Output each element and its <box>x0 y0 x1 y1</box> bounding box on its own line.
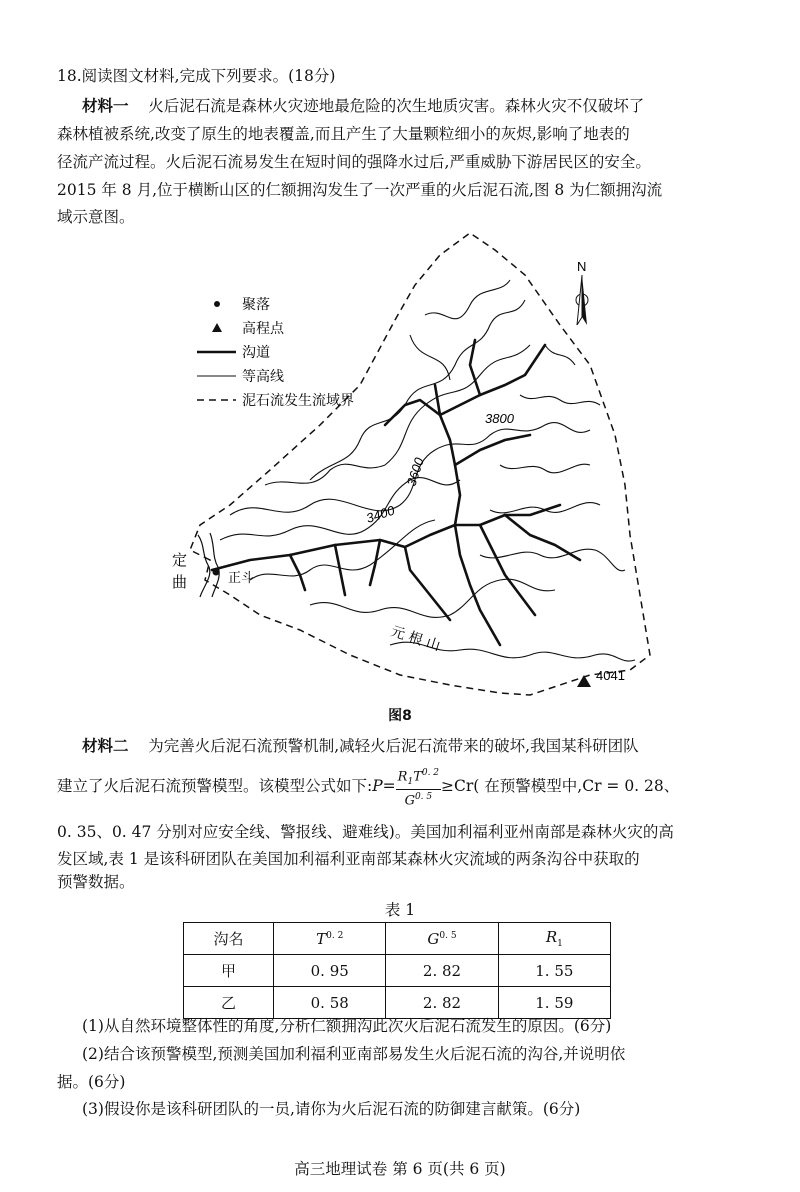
elevation-point-icon <box>577 675 591 687</box>
material-1-line-5: 域示意图。 <box>57 208 135 226</box>
map-legend <box>197 297 354 409</box>
page-footer: 高三地理试卷 第 6 页(共 6 页) <box>294 1160 506 1178</box>
cell-t: 0. 95 <box>274 955 386 987</box>
formula-g-sup: 0. 5 <box>414 791 433 802</box>
material-2-text-1: 为完善火后泥石流预警机制,减轻火后泥石流带来的破坏,我国某科研团队 <box>148 737 639 755</box>
table-row <box>184 987 611 1019</box>
contour-label-3800: 3800 <box>485 411 514 426</box>
north-label: N <box>577 259 587 274</box>
formula-t: T <box>413 769 422 785</box>
header-t-sup: 0. 2 <box>326 930 344 941</box>
material-2-text-2b: ≥Cr( 在预警模型中,Cr = 0. 28、 <box>441 777 680 796</box>
warning-data-table <box>183 922 611 1019</box>
table-title: 表 1 <box>384 901 416 919</box>
figure-caption: 图8 <box>388 708 412 724</box>
header-r-symbol: R <box>545 928 558 946</box>
material-2-label: 材料二 <box>82 736 129 755</box>
renengyong-valley-map <box>160 225 660 700</box>
cell-name: 乙 <box>184 987 274 1019</box>
header-t-symbol: T <box>316 929 327 948</box>
elevation-label-4041: 4041 <box>596 668 625 683</box>
formula-p: P= <box>372 777 396 796</box>
river-label-ding: 定 <box>172 551 188 569</box>
cell-name: 甲 <box>184 955 274 987</box>
north-arrow-icon <box>576 259 588 325</box>
legend-settlement: 聚落 <box>242 297 270 313</box>
legend-settlement-icon <box>214 301 220 307</box>
legend-elevation: 高程点 <box>242 321 284 337</box>
formula-g: G <box>404 793 415 809</box>
warning-formula <box>396 766 441 808</box>
header-g-sup: 0. 5 <box>439 930 457 941</box>
formula-r: R <box>397 769 408 785</box>
contour-label-3400: 3400 <box>364 502 397 526</box>
cell-g: 2. 82 <box>386 987 498 1019</box>
legend-gully: 沟道 <box>242 345 270 361</box>
contour-lines <box>220 280 635 661</box>
material-2-line-4: 发区域,表 1 是该科研团队在美国加利福利亚南部某森林火灾流域的两条沟谷中获取的 <box>57 850 640 868</box>
header-name: 沟名 <box>184 923 274 955</box>
sub-question-3: (3)假设你是该科研团队的一员,请你为火后泥石流的防御建言献策。(6分) <box>82 1100 581 1118</box>
material-1-line-4: 2015 年 8 月,位于横断山区的仁额拥沟发生了一次严重的火后泥石流,图 8 为仁额拥沟流 <box>57 181 663 199</box>
dingqu-river <box>198 533 219 597</box>
header-r-sub: 1 <box>557 939 563 949</box>
mountain-label-yuangenshan: 元 根 山 <box>388 623 443 655</box>
legend-contour: 等高线 <box>242 369 284 385</box>
cell-r: 1. 59 <box>498 987 610 1019</box>
material-2-line-1 <box>82 736 800 756</box>
cell-g: 2. 82 <box>386 955 498 987</box>
material-2-line-2 <box>57 766 800 808</box>
sub-question-2-line-2: 据。(6分) <box>57 1073 126 1091</box>
cell-t: 0. 58 <box>274 987 386 1019</box>
header-r <box>498 923 610 955</box>
sub-question-2-line-1: (2)结合该预警模型,预测美国加利福利亚南部易发生火后泥石流的沟谷,并说明依 <box>82 1045 626 1063</box>
settlement-label-zhengdou: 正斗 <box>228 571 255 586</box>
river-label-qu: 曲 <box>172 573 188 591</box>
table-header-row <box>184 923 611 955</box>
material-2-line-3: 0. 35、0. 47 分别对应安全线、警报线、避难线)。美国加利福利亚州南部是森林火灾的高 <box>57 823 674 841</box>
header-g-symbol: G <box>427 929 440 948</box>
question-header: 18.阅读图文材料,完成下列要求。(18分) <box>57 67 336 85</box>
material-1-line-2: 森林植被系统,改变了原生的地表覆盖,而且产生了大量颗粒细小的灰烬,影响了地表的 <box>57 125 630 143</box>
settlement-dot-icon <box>213 569 220 576</box>
legend-boundary: 泥石流发生流域界 <box>242 393 354 409</box>
contour-label-3600: 3600 <box>403 455 427 488</box>
legend-elevation-icon <box>212 323 222 332</box>
header-g <box>386 923 498 955</box>
material-1-label: 材料一 <box>82 96 129 115</box>
material-1-line-1 <box>82 96 800 116</box>
table-row <box>184 955 611 987</box>
material-1-text-1: 火后泥石流是森林火灾迹地最危险的次生地质灾害。森林火灾不仅破坏了 <box>148 97 645 115</box>
material-2-text-2a: 建立了火后泥石流预警模型。该模型公式如下: <box>57 777 373 796</box>
sub-question-1: (1)从自然环境整体性的角度,分析仁额拥沟此次火后泥石流发生的原因。(6分) <box>82 1017 612 1035</box>
cell-r: 1. 55 <box>498 955 610 987</box>
material-1-line-3: 径流产流过程。火后泥石流易发生在短时间的强降水过后,严重威胁下游居民区的安全。 <box>57 153 651 171</box>
formula-t-sup: 0. 2 <box>421 768 440 778</box>
formula-r-sub: 1 <box>407 776 414 787</box>
header-t <box>274 923 386 955</box>
material-2-line-5: 预警数据。 <box>57 873 135 891</box>
